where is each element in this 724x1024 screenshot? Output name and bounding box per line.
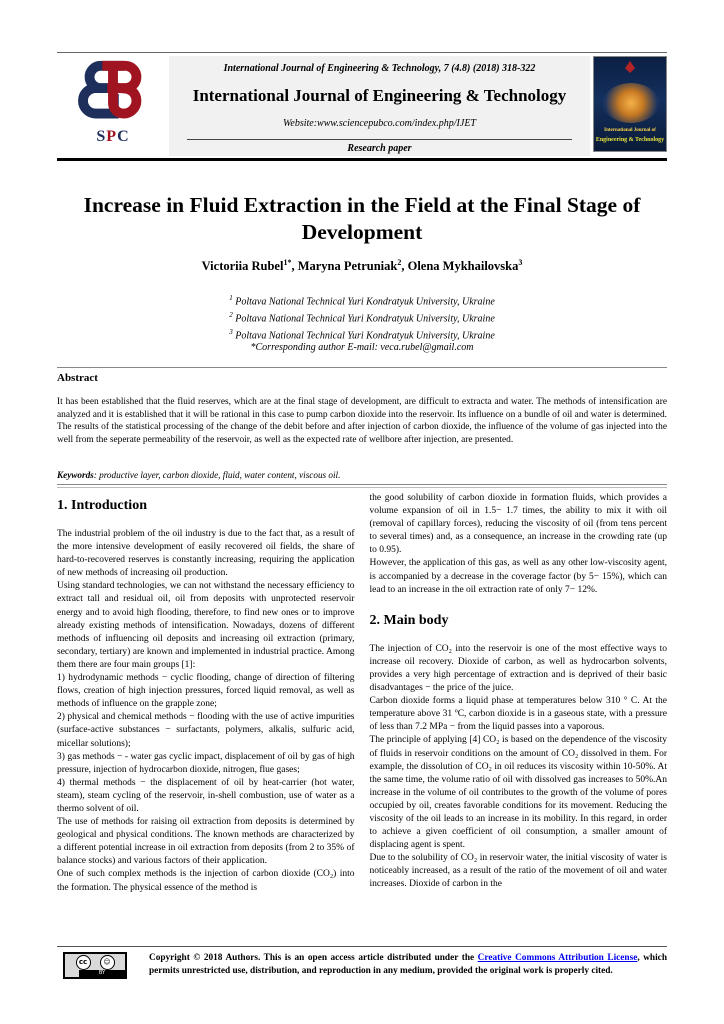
cc-badge-icons [65,954,125,970]
author-3: Olena Mykhailovska [407,259,519,274]
body-paragraph: 1) hydrodynamic methods − cyclic flooding, change of direction of filtering flows, creation of high injection pressures, forced liquid removal, as well as methods of influence on the grapple zone; [57,673,355,710]
journal-citation: International Journal of Engineering & Technology, 7 (4.8) (2018) 318-322 [223,63,536,74]
author-1: Victoriia Rubel [201,259,284,274]
affiliation-line [57,326,667,343]
copyright-text-before: Copyright © 2018 Authors. This is an open access article distributed under the [149,953,478,963]
author-separator: , [291,259,298,274]
section-heading-introduction: 1. Introduction [57,498,147,513]
body-paragraph: The industrial problem of the oil industry is due to the fact that, as a result of the more intensive development of easily recovered oil fields, the share of hard-to-recovered reserves is constantly increasing, requiring the application of new methods of increasing oil production. [57,529,355,579]
author-2: Maryna Petruniak [297,259,398,274]
header-bottom-rule [57,158,667,161]
affiliation-line [57,309,667,326]
footer-rule [57,946,667,947]
paper-type-label: Research paper [347,143,412,154]
affiliation-line [57,292,667,309]
abstract-text: It has been established that the fluid reserves, which are at the final stage of development, are difficult to extracta and water. The methods of intensification are analyzed and it is established that it will be rational in this case to pump carbon dioxide into the reservoir. Its influence on a bundle of oil and water is determined. The results of the statistical processing of the change of the debit before and after injection of carbon dioxide, the influence of the volume of gas injected into the well from the seperate permeability of the reservoir, as well as the expected rate of wellbore after injection, are presented. [57,397,667,445]
journal-website-link[interactable]: Website:www.sciencepubco.com/index.php/IJET [282,118,476,129]
body-paragraph: Due to the solubility of CO₂ in reservoir water, the initial viscosity of water is noticeably increased, as a result of the ratio of the movement of oil and water increases. Dioxide of carbon in the [369,853,667,890]
affiliation-text: Poltava National Technical Yuri Kondratyuk University, Ukraine [232,313,495,325]
body-paragraph: 4) thermal methods − the displacement of oil by heat-carrier (hot water, steam), steam cycling of the reservoir, in-shell combustion, use of water as a thermo solvent of oil. [57,777,355,814]
corresponding-author-line: *Corresponding author E-mail: veca.rubel@gmail.com [250,342,474,354]
body-paragraph: However, the application of this gas, as well as any other low-viscosity agent, is accompanied by a decrease in the coverage factor (by 5− 15%), which can lead to an increase in the oil extraction rate of only 7− 12%. [369,558,667,595]
abstract-heading: Abstract [57,372,98,384]
cc-icon: cc [76,955,91,970]
body-paragraph: The injection of CO₂ into the reservoir is one of the most effective ways to increase oil recovery. Dioxide of carbon, as well as hydrocarbon solvents, provides a very high percentage of extraction and is deprived of their basic disadvantages − the price of the juice. [369,643,667,694]
journal-header [57,56,667,156]
keywords-text: : productive layer, carbon dioxide, fluid, water content, viscous oil. [93,470,341,480]
abstract-bottom-rule [57,484,667,488]
affiliation-sup: 2 [229,310,233,319]
by-label: BY [79,970,125,977]
affiliations-block [57,292,667,355]
spc-logo-text: SPC [96,128,130,145]
person-icon: ☺ [100,955,115,970]
body-paragraph: Using standard technologies, we can not withstand the necessary efficiency to extract tall and residual oil, oil from deposits with unprotected reservoir energy and to avoid high flooding, therefore, to find new ones or to improve already existing methods of intensification. Nowadays, dozens of different methods of influencing oil deposits and increasing oil extraction (primary, secondary, tertiary) are known and implemented in industrial practice. Among them there are four main groups [1]: [57,581,355,670]
left-column [57,492,355,895]
copyright-text-after: , which permits unrestricted use, distribution, and reproduction in any medium, provided the original work is properly cited. [149,953,667,976]
cover-title-line2: Engineering & Technology [595,137,665,143]
right-column [370,492,668,895]
journal-cover [593,56,667,152]
keywords-label: Keywords [57,470,94,480]
cc-by-license-badge [63,952,127,979]
affiliation-text: Poltava National Technical Yuri Kondratyuk University, Ukraine [232,296,495,308]
author-3-sup: 3 [518,258,523,267]
body-paragraph: The use of methods for raising oil extraction from deposits is determined by geological and physical conditions. The known methods are characterized by a different potential increase in oil extraction from deposits (from 2 to 35% of balance stocks) and various factors of their application. [57,817,355,867]
spc-logo [57,56,169,156]
authors-line [57,258,667,274]
author-2-sup: 2 [397,258,402,267]
creative-commons-license-link[interactable]: Creative Commons Attribution License [477,953,638,963]
article-title: Increase in Fluid Extraction in the Field at the Final Stage of Development [83,193,641,244]
header-top-rule [57,52,667,53]
cover-logo-icon [625,61,635,73]
body-paragraph: the good solubility of carbon dioxide in formation fluids, which provides a volume expansion of oil in 1.5− 1.7 times, the ability to mix it with oil (removal of capillary forces), reducing the viscosity of oil (from tens percent to several times) and, as a consequence, an increase in the crowding rate (up to 0.95). [369,493,667,556]
body-paragraph: 2) physical and chemical methods − flooding with the use of active impurities (surface-active substances − surfactants, polymers, alkalis, sulfuric acid, micellar solutions); [57,712,355,749]
journal-masthead [169,56,590,156]
author-1-sup: 1* [283,258,292,267]
copyright-footer [57,952,667,979]
masthead-divider [187,139,572,140]
author-separator: , [401,259,408,274]
body-paragraph: The principle of applying [4] CO₂ is based on the dependence of the viscosity of fluids in reservoir conditions on the amount of CO₂ dissolved in them. For example, the dissolution of CO₂ in oil reduces its viscosity within 10-50%. At the same time, the volume ratio of oil with dissolved gas increases to 50%.An increase in the volume of oil contributes to the growth of the volume of pores occupied by oil, creates favorable conditions for its movement. Reducing the viscosity of the oil leads to an increase in its mobility. In this regard, in order to achieve a given coefficient of oil consumption, a smaller amount of displacing agent is spent. [369,735,667,851]
keywords-line [57,470,667,480]
body-paragraph: One of such complex methods is the injection of carbon dioxide (CO₂) into the formation. The physical essence of the method is [57,869,355,893]
spc-monogram-icon [76,56,150,130]
cover-turbine-image [603,83,659,123]
cover-title-line1: International Journal of [604,128,656,133]
abstract-top-rule [57,367,667,368]
affiliation-sup: 1 [229,294,233,302]
body-paragraph: 3) gas methods − - water gas cyclic impact, displacement of oil by gas of high pressure, injection of hydrocarbon dioxide, nitrogen, flue gases; [57,751,355,775]
section-heading-main-body: 2. Main body [369,612,449,628]
affiliation-sup: 3 [229,327,233,336]
affiliation-text: Poltava National Technical Yuri Kondratyuk University, Ukraine [232,329,495,341]
copyright-text [149,952,667,977]
journal-title: International Journal of Engineering & Technology [192,86,567,105]
body-columns [57,492,667,895]
body-paragraph: Carbon dioxide forms a liquid phase at temperatures below 310 ° C. At the temperature above 31 ºC, carbon dioxide is in a gaseous state, with a pressure of less than 7.2 MPa − from the liquid passes into a vaporous. [369,696,667,733]
